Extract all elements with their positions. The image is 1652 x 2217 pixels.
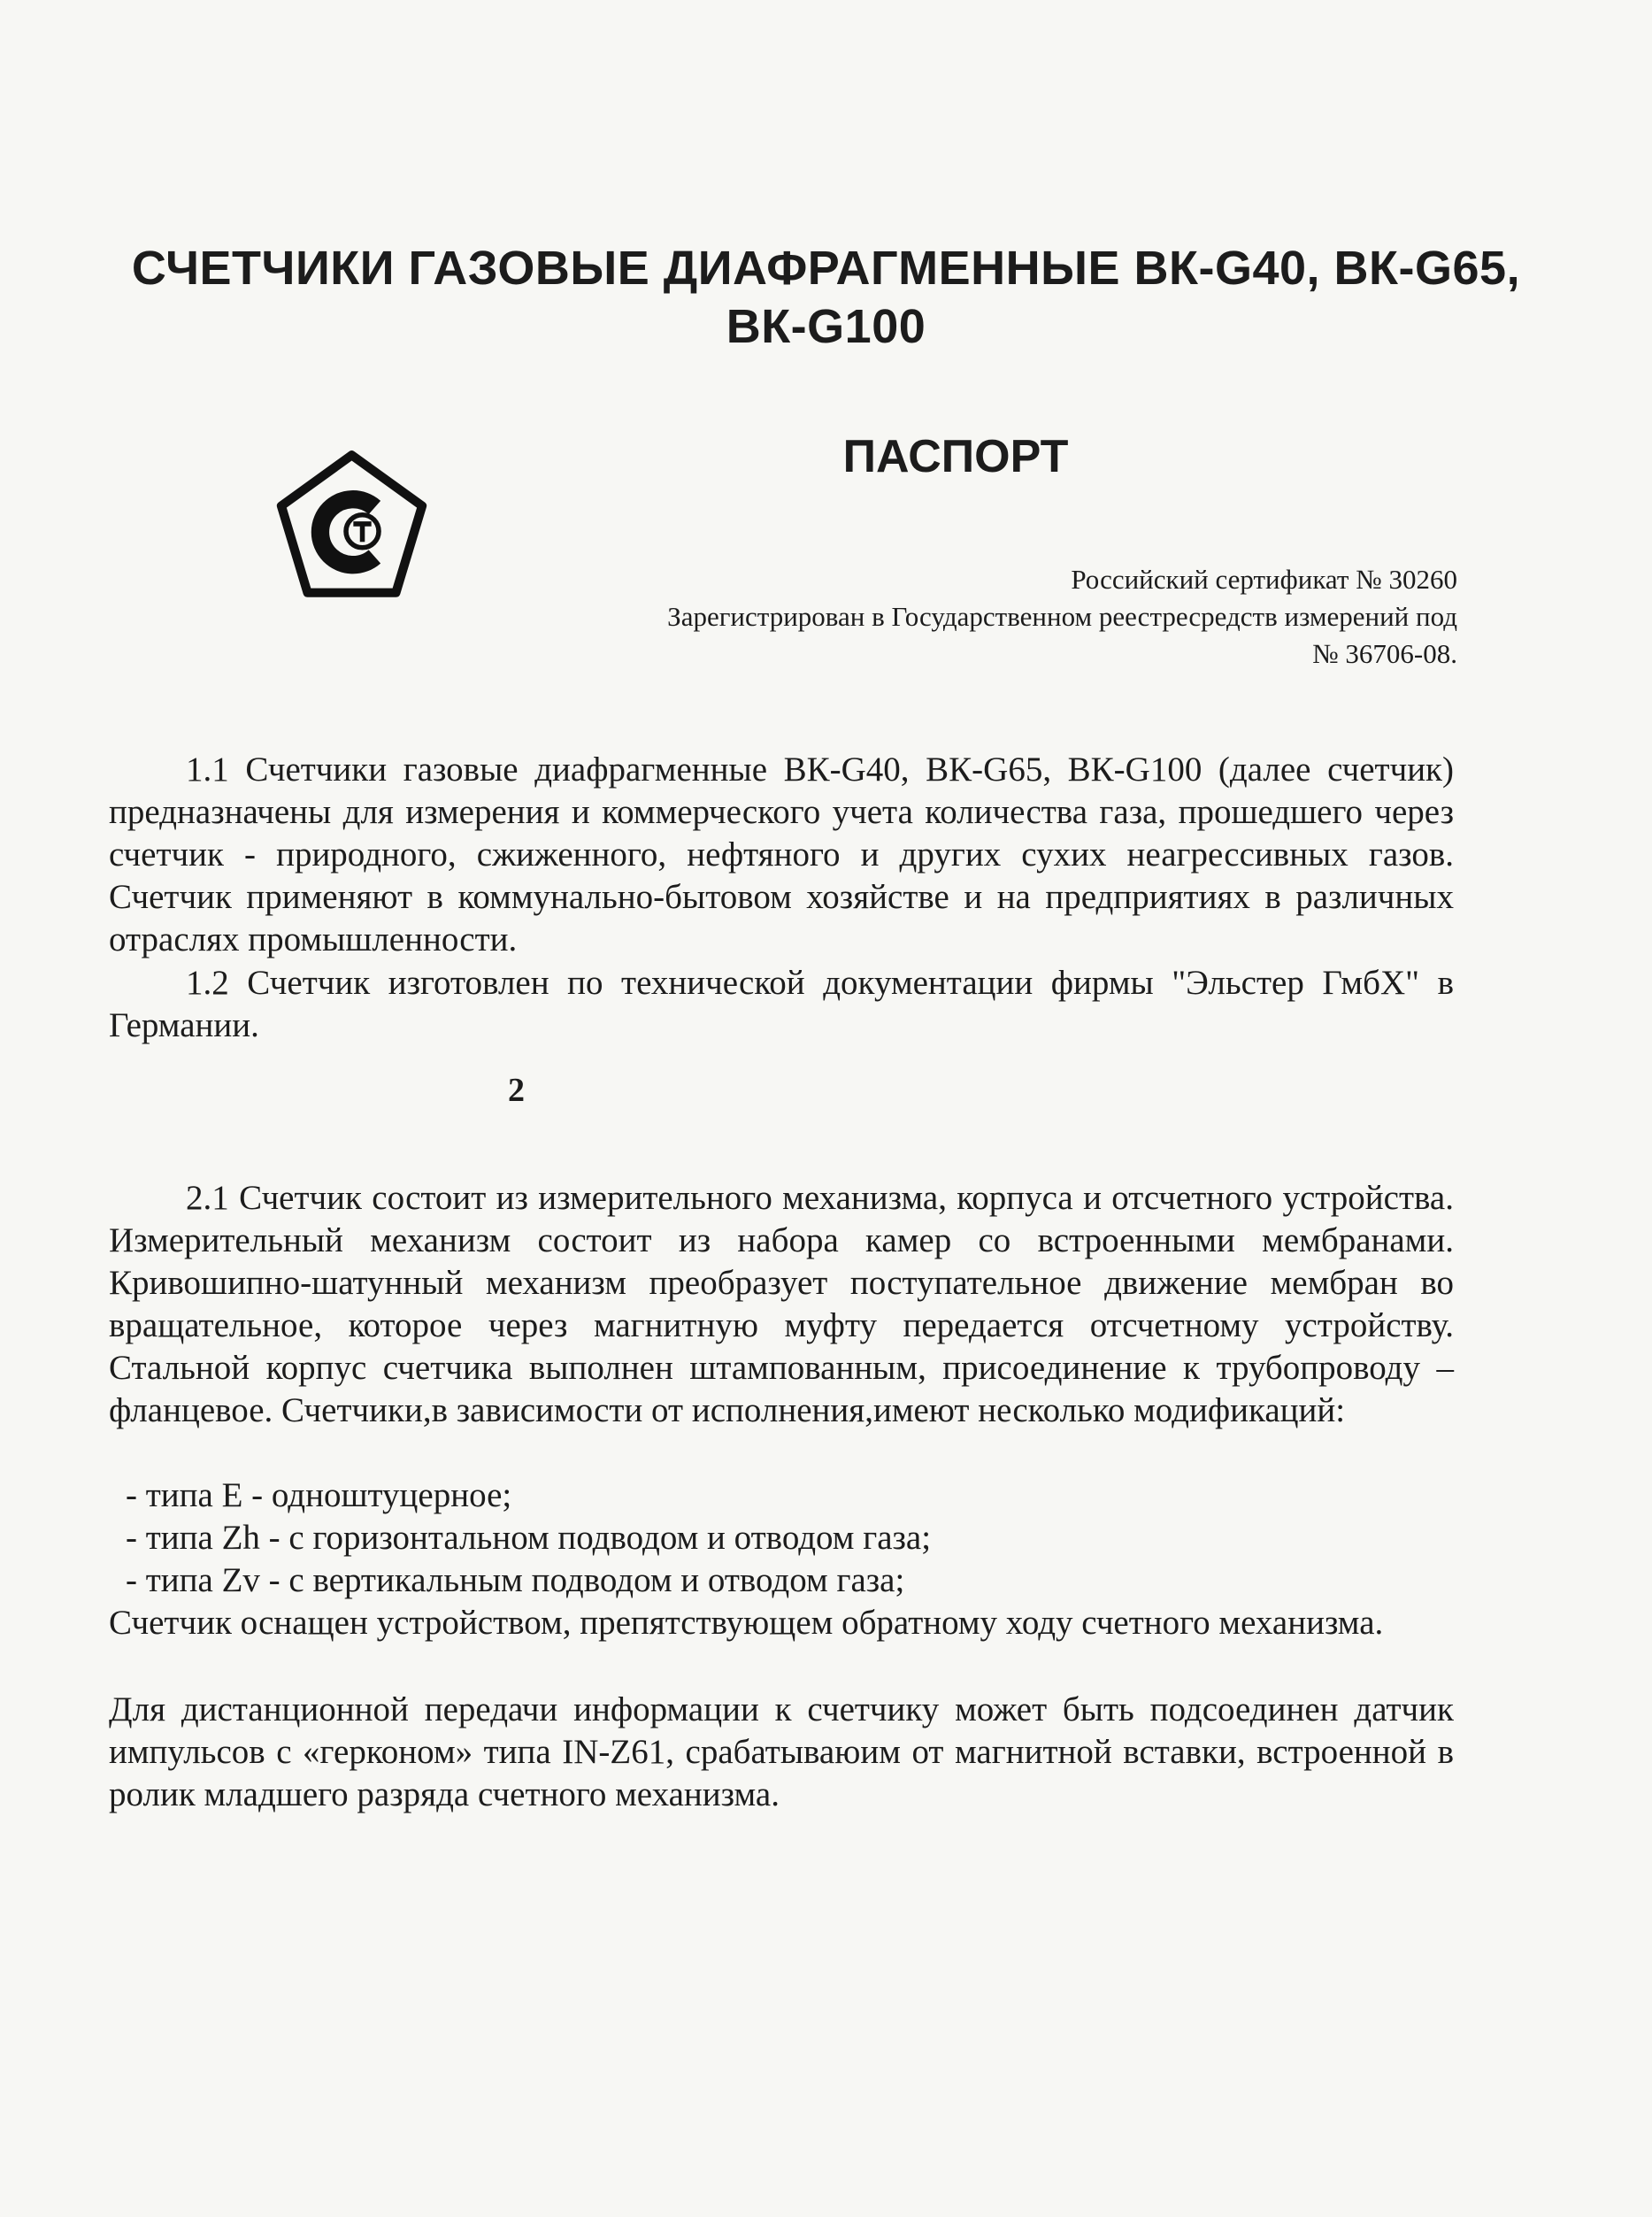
certificate-number: Российский сертификат № 30260 — [1071, 564, 1457, 595]
gost-certification-icon — [270, 447, 434, 611]
document-title: СЧЕТЧИКИ ГАЗОВЫЕ ДИАФРАГМЕННЫЕ ВК-G40, ВК-G65, — [131, 242, 1521, 295]
registry-statement: Зарегистрирован в Государственном реестресредств измерений под — [667, 601, 1457, 632]
paragraph-remote-transmission: Для дистанционной передачи информации к счетчику может быть подсоединен датчик импульсов с «герконом» типа IN-Z61, срабатываюим от магнитной вставки, встроенной в ролик младшего разряда счетного механизма. — [109, 1690, 1454, 1813]
paragraph-2-1: 2.1 Счетчик состоит из измерительного механизма, корпуса и отсчетного устройства. Измерительный механизм состоит из набора камер со встроенными мембранами. Кривошипно-шатунный механизм преобразует поступательное движение мембран во вращательное, которое через магнитную муфту передается отсчетному устройству. Стальной корпус счетчика выполнен штампованным, присоединение к трубопроводу – фланцевое. Счетчики,в зависимости от исполнения,имеют несколько модификаций: — [109, 1179, 1454, 1429]
paragraph-1-2: 1.2 Счетчик изготовлен по технической документации фирмы "Эльстер ГмбХ" в Германии. — [109, 964, 1454, 1044]
list-item: - типа Е - одноштуцерное; — [126, 1476, 512, 1514]
list-item: - типа Zh - с горизонтальном подводом и отводом газа; — [126, 1519, 932, 1557]
registry-number: № 36706-08. — [1312, 638, 1457, 669]
modifications-list — [126, 1474, 1453, 1602]
paragraph-1-1: 1.1 Счетчики газовые диафрагменные ВК-G40, ВК-G65, ВК-G100 (далее счетчик) предназначены для измерения и коммерческого учета количества газа, прошедшего через счетчик - природного, сжиженного, нефтяного и других сухих неагрессивных газов. Счетчик применяют в коммунально-бытовом хозяйстве и на предприятиях в различных отраслях промышленности. — [109, 751, 1454, 958]
document-title-continued: ВК-G100 — [726, 300, 926, 353]
passport-heading: ПАСПОРТ — [842, 431, 1069, 482]
section-number: 2 — [508, 1072, 525, 1109]
paragraph-anti-reverse: Счетчик оснащен устройством, препятствующем обратному ходу счетного механизма. — [109, 1604, 1384, 1642]
list-item: - типа Zv - с вертикальным подводом и отводом газа; — [126, 1561, 905, 1599]
